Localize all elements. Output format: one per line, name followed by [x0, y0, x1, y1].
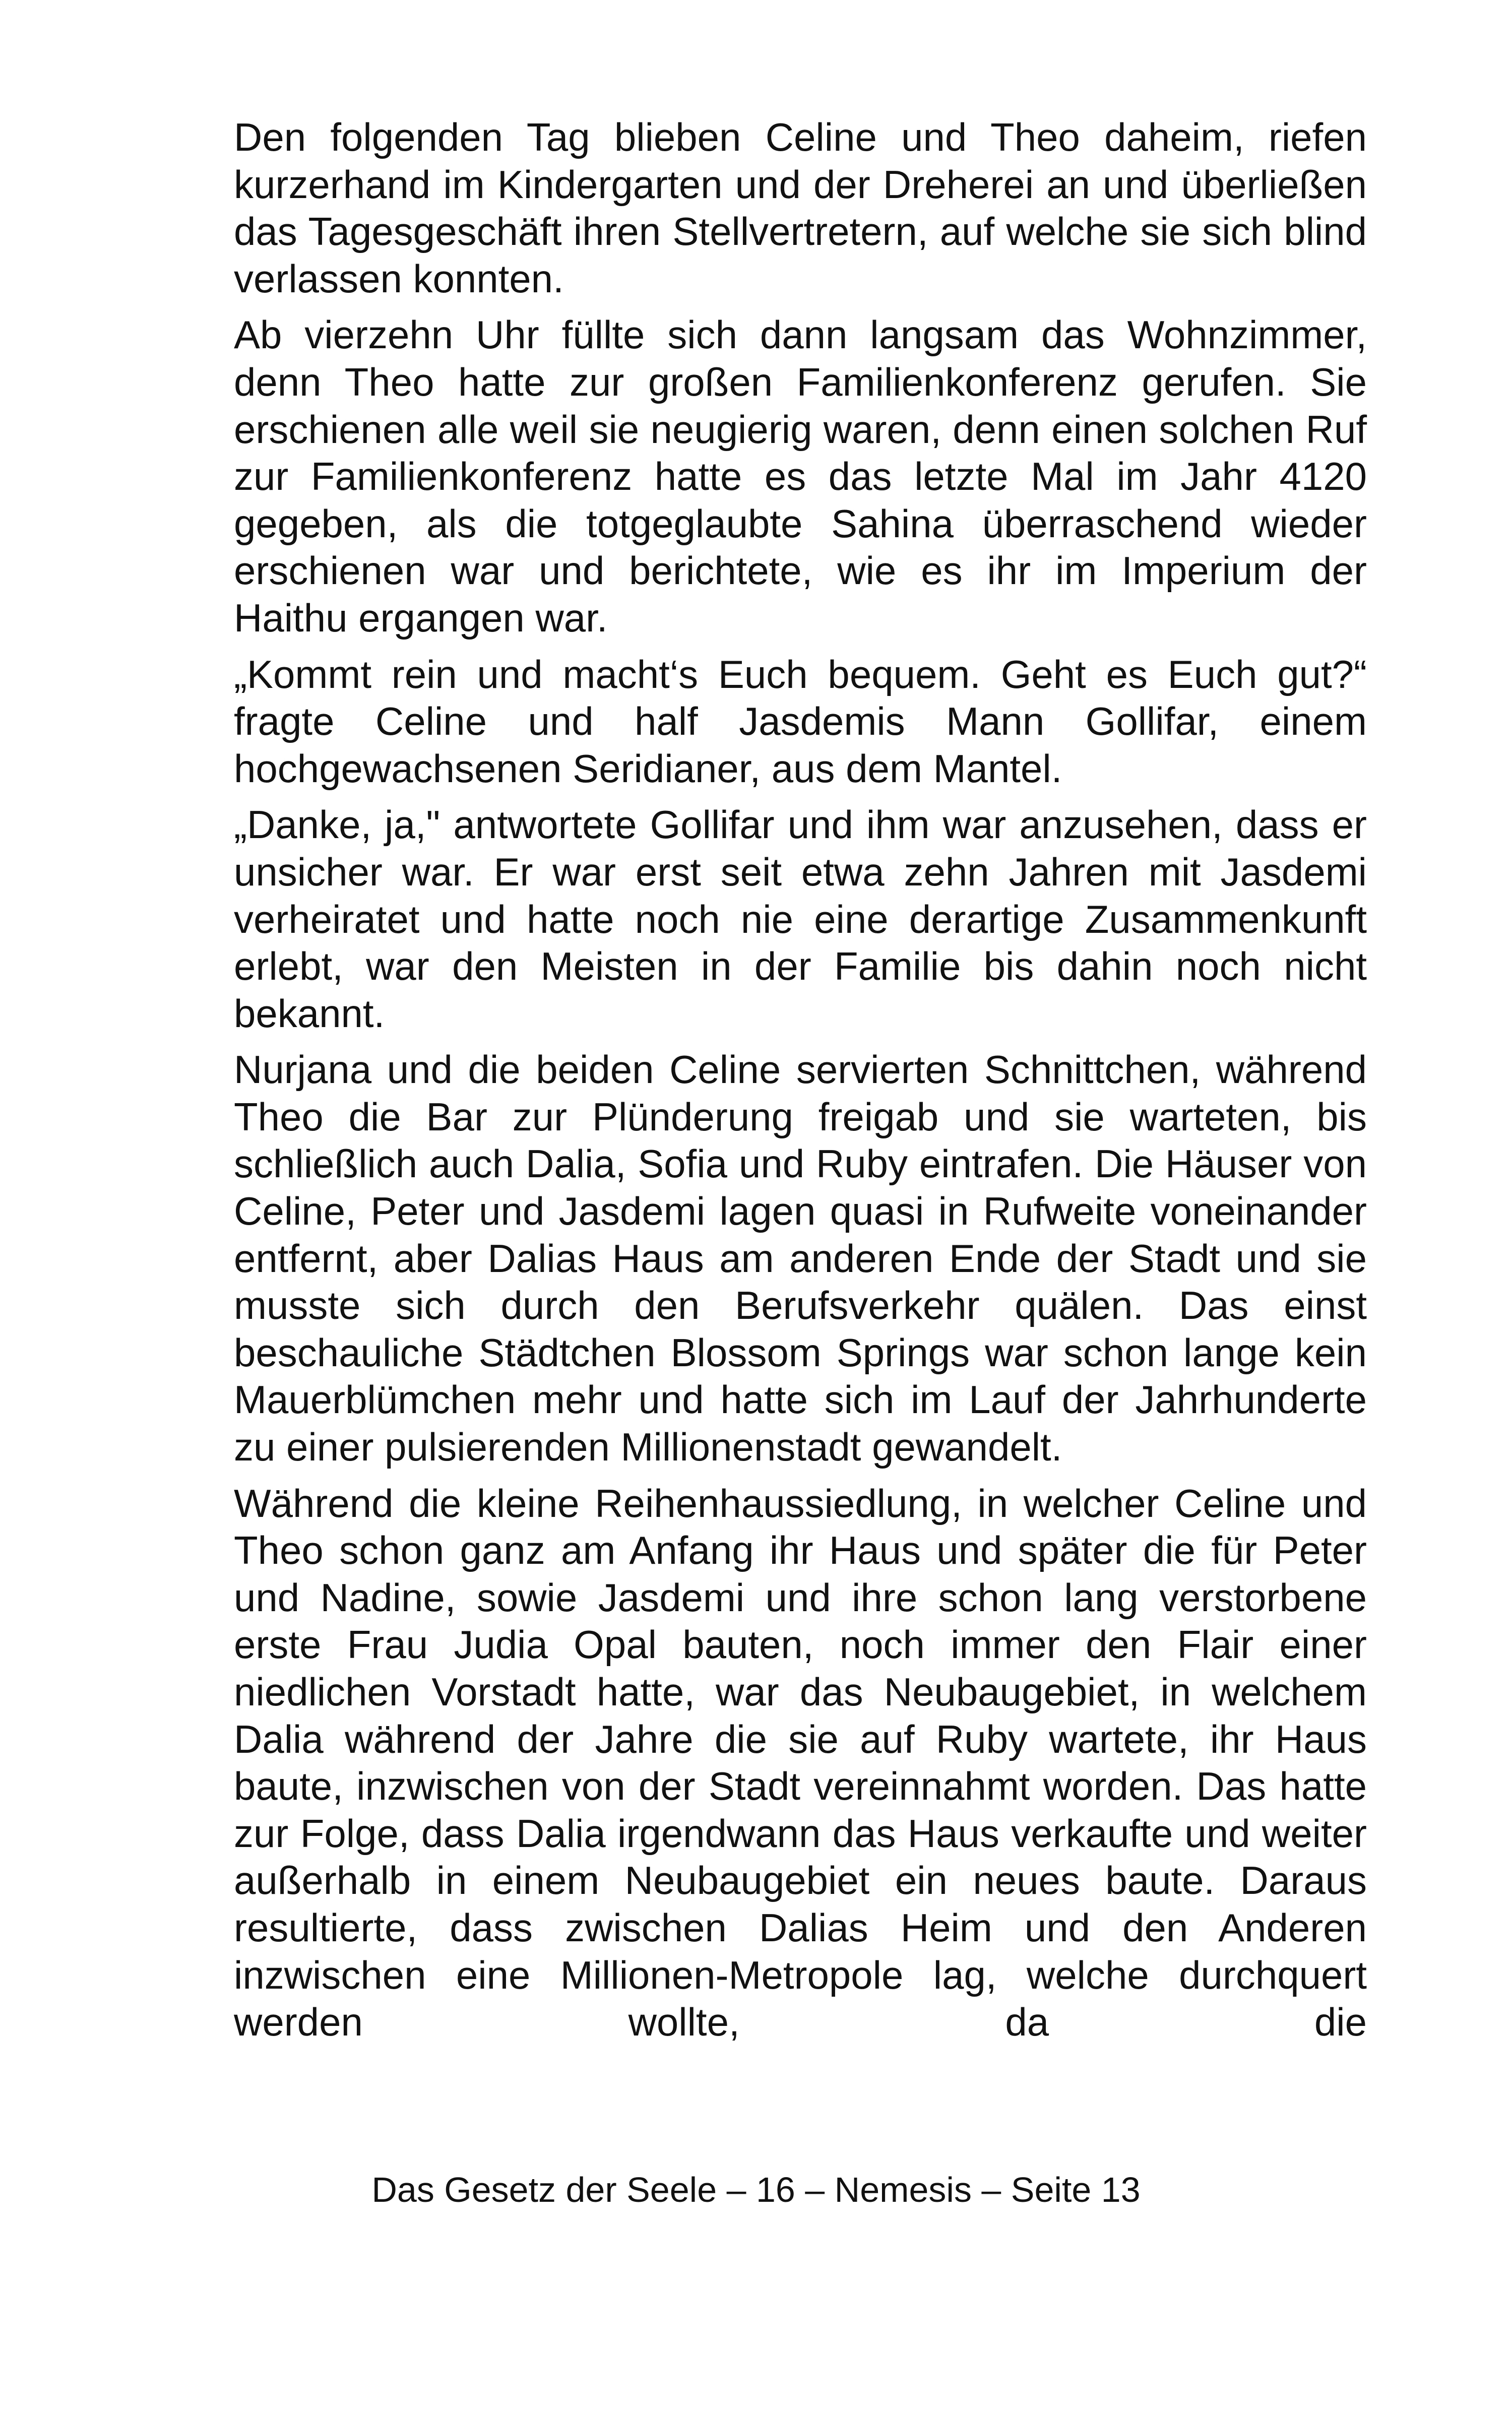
- paragraph-5: Nurjana und die beiden Celine servierten Schnittchen, während Theo die Bar zur Plünderung freigab und sie warteten, bis schließlich auch Dalia, Sofia und Ruby eintrafen. Die Häuser von Celine, Peter und Jasdemi lagen quasi in Rufweite voneinander entfernt, aber Dalias Haus am anderen Ende der Stadt und sie musste sich durch den Berufsverkehr quälen. Das einst beschauliche Städtchen Blossom Springs war schon lange kein Mauerblümchen mehr und hatte sich im Lauf der Jahrhunderte zu einer pulsierenden Millionenstadt gewandelt.: [234, 1047, 1367, 1470]
- body-text: [234, 114, 1367, 2055]
- paragraph-4: „Danke, ja," antwortete Gollifar und ihm war anzusehen, dass er unsicher war. Er war erst seit etwa zehn Jahren mit Jasdemi verheiratet und hatte noch nie eine derartige Zusammenkunft erlebt, war den Meisten in der Familie bis dahin noch nicht bekannt.: [234, 802, 1367, 1036]
- paragraph-2: Ab vierzehn Uhr füllte sich dann langsam das Wohnzimmer, denn Theo hatte zur großen Familienkonferenz gerufen. Sie erschienen alle weil sie neugierig waren, denn einen solchen Ruf zur Familienkonferenz hatte es das letzte Mal im Jahr 4120 gegeben, als die totgeglaubte Sahina überraschend wieder erschienen war und berichtete, wie es ihr im Imperium der Haithu ergangen war.: [234, 312, 1367, 640]
- paragraph-3: „Kommt rein und macht‘s Euch bequem. Geht es Euch gut?“ fragte Celine und half Jasdemis Mann Gollifar, einem hochgewachsenen Seridianer, aus dem Mantel.: [234, 652, 1367, 791]
- paragraph-1: Den folgenden Tag blieben Celine und Theo daheim, riefen kurzerhand im Kindergarten und der Dreherei an und überließen das Tagesgeschäft ihren Stellvertretern, auf welche sie sich blind verlassen konnten.: [234, 115, 1367, 301]
- paragraph-6: Während die kleine Reihenhaussiedlung, in welcher Celine und Theo schon ganz am Anfang ihr Haus und später die für Peter und Nadine, sowie Jasdemi und ihre schon lang verstorbene erste Frau Judia Opal bauten, noch immer den Flair einer niedlichen Vorstadt hatte, war das Neubaugebiet, in welchem Dalia während der Jahre die sie auf Ruby wartete, ihr Haus baute, inzwischen von der Stadt vereinnahmt worden. Das hatte zur Folge, dass Dalia irgendwann das Haus verkaufte und weiter außerhalb in einem Neubaugebiet ein neues baute. Daraus resultierte, dass zwischen Dalias Heim und den Anderen inzwischen eine Millionen-Metropole lag, welche durchquert werden wollte, da die: [234, 1481, 1367, 2045]
- page-footer: Das Gesetz der Seele – 16 – Nemesis – Seite 13: [371, 2170, 1141, 2209]
